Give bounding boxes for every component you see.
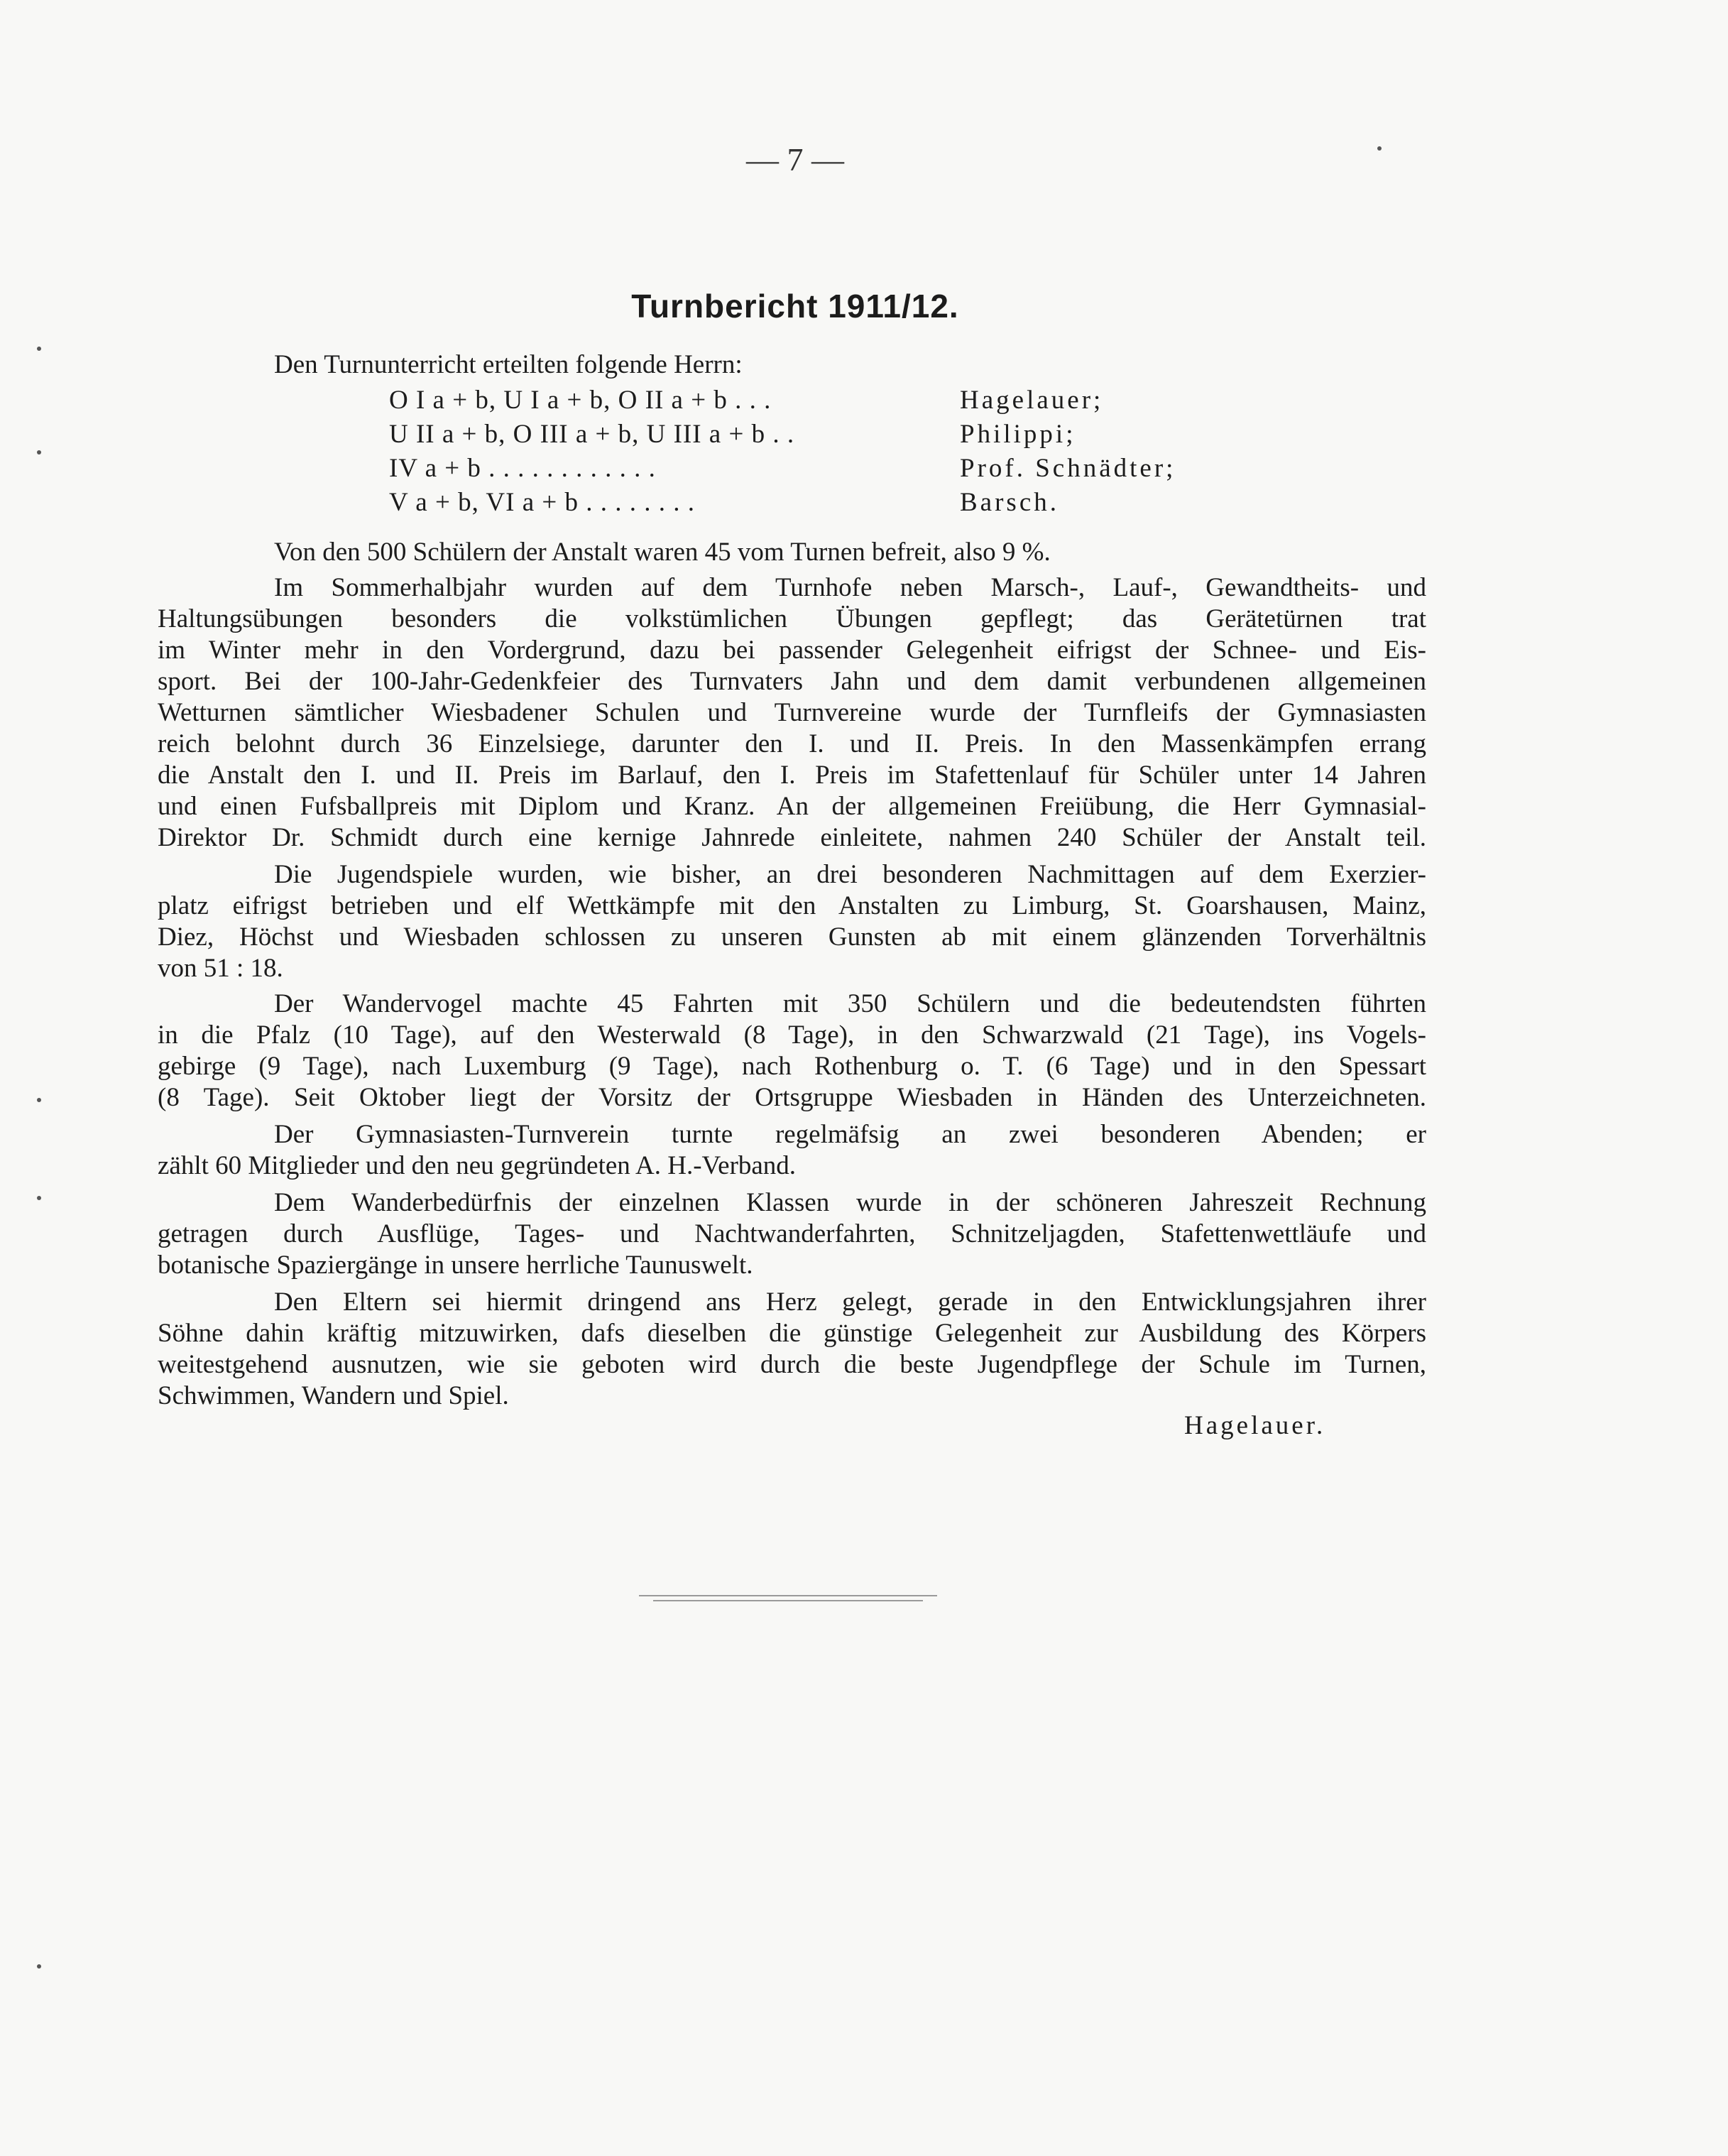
teacher-classes: O I a + b, U I a + b, O II a + b . . . bbox=[389, 386, 772, 415]
paragraph-line: von 51 : 18. bbox=[158, 954, 283, 983]
intro-line: Den Turnunterricht erteilten folgende Herrn: bbox=[274, 350, 743, 379]
paragraph-line: Den Eltern sei hiermit dringend ans Herz gelegt, gerade in den Entwicklungsjahren ihrer bbox=[274, 1287, 1426, 1317]
paragraph-line: Dem Wanderbedürfnis der einzelnen Klassen wurde in der schöneren Jahreszeit Rechnung bbox=[274, 1188, 1426, 1217]
scan-speck bbox=[37, 1098, 41, 1102]
paragraph-line: Der Wandervogel machte 45 Fahrten mit 350 Schülern und die bedeutendsten führten bbox=[274, 989, 1426, 1018]
paragraph-line: in die Pfalz (10 Tage), auf den Westerwald (8 Tage), in den Schwarzwald (21 Tage), ins Vogels- bbox=[158, 1020, 1426, 1050]
paragraph-line: im Winter mehr in den Vordergrund, dazu bei passender Gelegenheit eifrigst der Schnee- und Eis- bbox=[158, 636, 1426, 665]
paragraph-line: Die Jugendspiele wurden, wie bisher, an drei besonderen Nachmittagen auf dem Exerzier- bbox=[274, 860, 1426, 889]
paragraph-line: reich belohnt durch 36 Einzelsiege, darunter den I. und II. Preis. In den Massenkämpfen errang bbox=[158, 729, 1426, 758]
paragraph-line: und einen Fufsballpreis mit Diplom und Kranz. An der allgemeinen Freiübung, die Herr Gymnasial- bbox=[158, 792, 1426, 821]
paragraph-line: platz eifrigst betrieben und elf Wettkämpfe mit den Anstalten zu Limburg, St. Goarshausen, Mainz, bbox=[158, 891, 1426, 920]
paragraph-line: getragen durch Ausflüge, Tages- und Nachtwanderfahrten, Schnitzeljagden, Stafettenwettläufe und bbox=[158, 1219, 1426, 1248]
report-title: Turnbericht 1911/12. bbox=[631, 288, 959, 325]
teacher-name: Hagelauer; bbox=[960, 386, 1104, 415]
paragraph-line: zählt 60 Mitglieder und den neu gegründeten A. H.-Verband. bbox=[158, 1151, 797, 1180]
scan-speck bbox=[37, 1196, 41, 1200]
paragraph-line: sport. Bei der 100-Jahr-Gedenkfeier des Turnvaters Jahn und dem damit verbundenen allgemeinen bbox=[158, 667, 1426, 696]
paragraph-line: die Anstalt den I. und II. Preis im Barlauf, den I. Preis im Stafettenlauf für Schüler unter 14 Jahren bbox=[158, 761, 1426, 790]
paragraph-line: (8 Tage). Seit Oktober liegt der Vorsitz der Ortsgruppe Wiesbaden in Händen des Unterzeichneten. bbox=[158, 1083, 1426, 1112]
paragraph-line: botanische Spaziergänge in unsere herrliche Taunuswelt. bbox=[158, 1251, 753, 1280]
paragraph-line: Im Sommerhalbjahr wurden auf dem Turnhofe neben Marsch-, Lauf-, Gewandtheits- und bbox=[274, 573, 1426, 602]
scan-speck bbox=[37, 450, 41, 454]
paragraph-line: gebirge (9 Tage), nach Luxemburg (9 Tage), nach Rothenburg o. T. (6 Tage) und in den Spessart bbox=[158, 1052, 1426, 1081]
paragraph-line: weitestgehend ausnutzen, wie sie geboten wird durch die beste Jugendpflege der Schule im Turnen, bbox=[158, 1350, 1426, 1379]
teacher-name: Prof. Schnädter; bbox=[960, 454, 1176, 483]
paragraph-line: Schwimmen, Wandern und Spiel. bbox=[158, 1381, 509, 1410]
teacher-classes: U II a + b, O III a + b, U III a + b . . bbox=[389, 420, 795, 449]
page-number: — 7 — bbox=[746, 141, 844, 178]
scan-speck bbox=[37, 347, 41, 351]
teacher-name: Barsch. bbox=[960, 488, 1059, 517]
statistics-line: Von den 500 Schülern der Anstalt waren 45 vom Turnen befreit, also 9 %. bbox=[274, 538, 1051, 567]
paragraph-line: Haltungsübungen besonders die volkstümlichen Übungen gepflegt; das Gerätetürnen trat bbox=[158, 604, 1426, 633]
scan-speck bbox=[1377, 146, 1382, 151]
paragraph-line: Direktor Dr. Schmidt durch eine kernige Jahnrede einleitete, nahmen 240 Schüler der Anstalt teil. bbox=[158, 823, 1426, 852]
paragraph-line: Söhne dahin kräftig mitzuwirken, dafs dieselben die günstige Gelegenheit zur Ausbildung des Körpers bbox=[158, 1319, 1426, 1348]
paragraph-line: Der Gymnasiasten-Turnverein turnte regelmäfsig an zwei besonderen Abenden; er bbox=[274, 1120, 1426, 1149]
teacher-name: Philippi; bbox=[960, 420, 1076, 449]
paragraph-line: Diez, Höchst und Wiesbaden schlossen zu unseren Gunsten ab mit einem glänzenden Torverhältnis bbox=[158, 922, 1426, 952]
paragraph-line: Wetturnen sämtlicher Wiesbadener Schulen und Turnvereine wurde der Turnfleifs der Gymnasiasten bbox=[158, 698, 1426, 727]
divider-rule bbox=[653, 1600, 923, 1601]
scan-speck bbox=[37, 1964, 41, 1969]
teacher-classes: IV a + b . . . . . . . . . . . . bbox=[389, 454, 656, 483]
signature: Hagelauer. bbox=[1184, 1411, 1326, 1440]
divider-rule bbox=[639, 1595, 937, 1596]
teacher-classes: V a + b, VI a + b . . . . . . . . bbox=[389, 488, 696, 517]
